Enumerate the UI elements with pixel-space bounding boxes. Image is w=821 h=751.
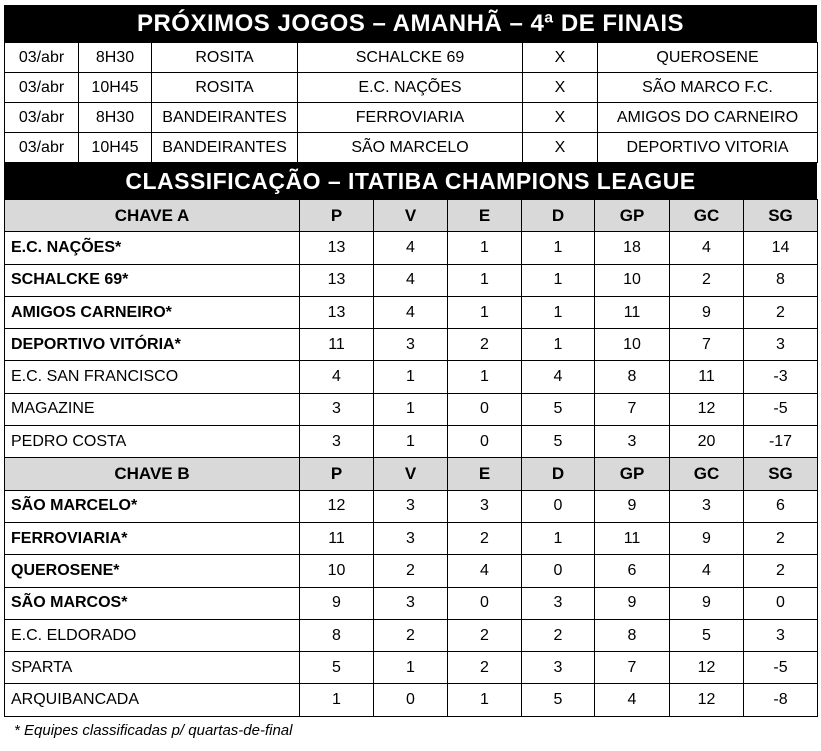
stat-cell: 12 <box>670 393 744 425</box>
stat-cell: 3 <box>744 619 818 651</box>
stat-cell: 1 <box>522 232 595 264</box>
group-header-row <box>5 200 818 232</box>
stat-cell: 13 <box>300 264 374 296</box>
stat-cell: 1 <box>522 264 595 296</box>
stat-cell: 0 <box>744 587 818 619</box>
stat-cell: 3 <box>374 587 448 619</box>
stat-cell: 1 <box>374 393 448 425</box>
stat-cell: 5 <box>522 426 595 458</box>
stat-cell: 20 <box>670 426 744 458</box>
team-row <box>5 264 818 296</box>
game-row <box>5 73 818 103</box>
team-name: FERROVIARIA* <box>5 522 300 554</box>
team-row <box>5 232 818 264</box>
stat-cell: 2 <box>448 619 522 651</box>
stat-cell: 11 <box>300 522 374 554</box>
stat-cell: 3 <box>448 490 522 522</box>
team-name: SCHALCKE 69* <box>5 264 300 296</box>
stat-cell: 1 <box>522 296 595 328</box>
stat-cell: 3 <box>522 587 595 619</box>
team-row <box>5 555 818 587</box>
game-row <box>5 103 818 133</box>
stat-cell: 11 <box>595 296 670 328</box>
team-name: AMIGOS CARNEIRO* <box>5 296 300 328</box>
stat-cell: 12 <box>670 684 744 716</box>
stat-cell: 1 <box>448 232 522 264</box>
team-row <box>5 296 818 328</box>
stat-cell: 4 <box>670 232 744 264</box>
game-time: 10H45 <box>79 133 152 163</box>
team-name: ARQUIBANCADA <box>5 684 300 716</box>
game-vs: X <box>523 73 598 103</box>
stat-cell: 9 <box>670 587 744 619</box>
stat-cell: 4 <box>670 555 744 587</box>
game-home: E.C. NAÇÕES <box>298 73 523 103</box>
stat-cell: 6 <box>744 490 818 522</box>
stat-cell: 0 <box>522 555 595 587</box>
stat-cell: 12 <box>300 490 374 522</box>
stat-cell: 7 <box>670 329 744 361</box>
stat-cell: 3 <box>744 329 818 361</box>
game-away: DEPORTIVO VITORIA <box>598 133 818 163</box>
team-name: DEPORTIVO VITÓRIA* <box>5 329 300 361</box>
column-header: GC <box>670 458 744 490</box>
stat-cell: 9 <box>300 587 374 619</box>
game-time: 8H30 <box>79 103 152 133</box>
stat-cell: 2 <box>374 619 448 651</box>
team-row <box>5 522 818 554</box>
stat-cell: 14 <box>744 232 818 264</box>
team-name: SPARTA <box>5 652 300 684</box>
team-row <box>5 361 818 393</box>
column-header: V <box>374 200 448 232</box>
stat-cell: 0 <box>448 426 522 458</box>
team-row <box>5 329 818 361</box>
stat-cell: 10 <box>595 264 670 296</box>
stat-cell: 7 <box>595 393 670 425</box>
stat-cell: 3 <box>300 393 374 425</box>
stat-cell: 8 <box>744 264 818 296</box>
stat-cell: 4 <box>448 555 522 587</box>
stat-cell: 10 <box>300 555 374 587</box>
stat-cell: 12 <box>670 652 744 684</box>
stat-cell: 3 <box>374 329 448 361</box>
game-vs: X <box>523 133 598 163</box>
column-header: GP <box>595 458 670 490</box>
stat-cell: 2 <box>448 522 522 554</box>
stat-cell: 13 <box>300 296 374 328</box>
stat-cell: 9 <box>670 296 744 328</box>
stat-cell: 2 <box>448 652 522 684</box>
stat-cell: 1 <box>300 684 374 716</box>
game-time: 8H30 <box>79 43 152 73</box>
column-header: SG <box>744 200 818 232</box>
column-header: D <box>522 458 595 490</box>
stat-cell: 3 <box>595 426 670 458</box>
footnote: * Equipes classificadas p/ quartas-de-final <box>14 722 293 739</box>
stat-cell: 6 <box>595 555 670 587</box>
stat-cell: 1 <box>448 296 522 328</box>
stat-cell: 2 <box>448 329 522 361</box>
stat-cell: 18 <box>595 232 670 264</box>
team-row <box>5 684 818 716</box>
stat-cell: 4 <box>300 361 374 393</box>
stat-cell: 3 <box>670 490 744 522</box>
stat-cell: 3 <box>522 652 595 684</box>
team-row <box>5 587 818 619</box>
stat-cell: 2 <box>670 264 744 296</box>
team-row <box>5 426 818 458</box>
team-row <box>5 393 818 425</box>
group-header-row <box>5 458 818 490</box>
stat-cell: 0 <box>448 587 522 619</box>
column-header: GC <box>670 200 744 232</box>
stat-cell: 5 <box>300 652 374 684</box>
stat-cell: 2 <box>522 619 595 651</box>
game-date: 03/abr <box>5 73 79 103</box>
stat-cell: 1 <box>448 264 522 296</box>
stat-cell: 2 <box>374 555 448 587</box>
game-time: 10H45 <box>79 73 152 103</box>
game-away: AMIGOS DO CARNEIRO <box>598 103 818 133</box>
stat-cell: 8 <box>595 361 670 393</box>
team-row <box>5 490 818 522</box>
game-date: 03/abr <box>5 43 79 73</box>
next-games-table <box>4 42 818 163</box>
game-away: SÃO MARCO F.C. <box>598 73 818 103</box>
group-name: CHAVE B <box>5 458 300 490</box>
stat-cell: 0 <box>448 393 522 425</box>
stat-cell: 5 <box>522 393 595 425</box>
stat-cell: 2 <box>744 296 818 328</box>
stat-cell: 5 <box>670 619 744 651</box>
game-row <box>5 133 818 163</box>
column-header: D <box>522 200 595 232</box>
stat-cell: 3 <box>374 522 448 554</box>
team-name: SÃO MARCOS* <box>5 587 300 619</box>
game-home: SCHALCKE 69 <box>298 43 523 73</box>
stat-cell: 1 <box>522 522 595 554</box>
stat-cell: 11 <box>670 361 744 393</box>
stat-cell: -5 <box>744 393 818 425</box>
stat-cell: 4 <box>374 232 448 264</box>
stat-cell: 1 <box>374 652 448 684</box>
game-vs: X <box>523 43 598 73</box>
stat-cell: 4 <box>595 684 670 716</box>
stat-cell: 11 <box>595 522 670 554</box>
stat-cell: -5 <box>744 652 818 684</box>
game-away: QUEROSENE <box>598 43 818 73</box>
team-name: PEDRO COSTA <box>5 426 300 458</box>
stat-cell: 1 <box>448 684 522 716</box>
stat-cell: 8 <box>300 619 374 651</box>
stat-cell: 1 <box>374 426 448 458</box>
group-name: CHAVE A <box>5 200 300 232</box>
column-header: P <box>300 458 374 490</box>
team-name: MAGAZINE <box>5 393 300 425</box>
stat-cell: 0 <box>374 684 448 716</box>
game-home: SÃO MARCELO <box>298 133 523 163</box>
stat-cell: 1 <box>448 361 522 393</box>
next-games-title: PRÓXIMOS JOGOS – AMANHÃ – 4ª DE FINAIS <box>4 5 817 42</box>
stat-cell: 1 <box>522 329 595 361</box>
team-name: E.C. NAÇÕES* <box>5 232 300 264</box>
game-venue: ROSITA <box>152 43 298 73</box>
stat-cell: 5 <box>522 684 595 716</box>
team-name: SÃO MARCELO* <box>5 490 300 522</box>
team-name: E.C. ELDORADO <box>5 619 300 651</box>
column-header: E <box>448 458 522 490</box>
game-vs: X <box>523 103 598 133</box>
stat-cell: 9 <box>670 522 744 554</box>
game-venue: ROSITA <box>152 73 298 103</box>
stat-cell: -3 <box>744 361 818 393</box>
column-header: E <box>448 200 522 232</box>
game-date: 03/abr <box>5 103 79 133</box>
column-header: GP <box>595 200 670 232</box>
stat-cell: 4 <box>522 361 595 393</box>
stat-cell: 9 <box>595 490 670 522</box>
team-name: QUEROSENE* <box>5 555 300 587</box>
game-venue: BANDEIRANTES <box>152 133 298 163</box>
stat-cell: -17 <box>744 426 818 458</box>
stat-cell: 2 <box>744 555 818 587</box>
standings-table <box>4 199 818 717</box>
stat-cell: -8 <box>744 684 818 716</box>
stat-cell: 0 <box>522 490 595 522</box>
stat-cell: 8 <box>595 619 670 651</box>
game-row <box>5 43 818 73</box>
game-date: 03/abr <box>5 133 79 163</box>
stat-cell: 4 <box>374 264 448 296</box>
game-home: FERROVIARIA <box>298 103 523 133</box>
stat-cell: 10 <box>595 329 670 361</box>
standings-title: CLASSIFICAÇÃO – ITATIBA CHAMPIONS LEAGUE <box>4 163 817 199</box>
stat-cell: 3 <box>374 490 448 522</box>
stat-cell: 7 <box>595 652 670 684</box>
column-header: SG <box>744 458 818 490</box>
team-row <box>5 652 818 684</box>
stat-cell: 13 <box>300 232 374 264</box>
column-header: P <box>300 200 374 232</box>
team-row <box>5 619 818 651</box>
stat-cell: 4 <box>374 296 448 328</box>
stat-cell: 3 <box>300 426 374 458</box>
document <box>4 5 817 717</box>
game-venue: BANDEIRANTES <box>152 103 298 133</box>
stat-cell: 11 <box>300 329 374 361</box>
column-header: V <box>374 458 448 490</box>
stat-cell: 9 <box>595 587 670 619</box>
team-name: E.C. SAN FRANCISCO <box>5 361 300 393</box>
stat-cell: 2 <box>744 522 818 554</box>
stat-cell: 1 <box>374 361 448 393</box>
